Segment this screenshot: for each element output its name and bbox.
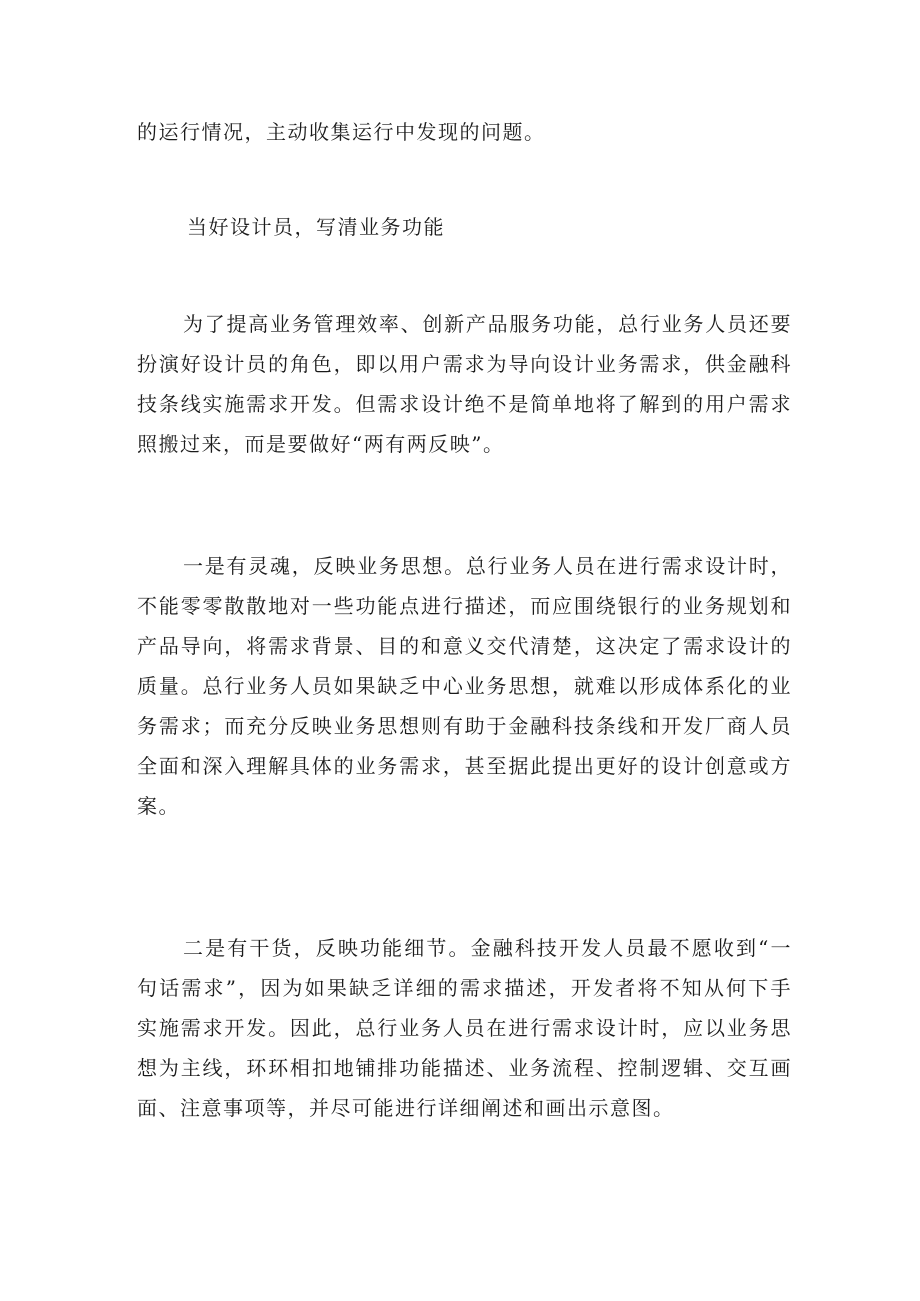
business-thought-paragraph: 一是有灵魂，反映业务思想。总行业务人员在进行需求设计时，不能零零散散地对一些功能点进行描述，而应围绕银行的业务规划和产品导向，将需求背景、目的和意义交代清楚，这决定了需求设计的质量。总行业务人员如果缺乏中心业务思想，就难以形成体系化的业务需求；而充分反映业务思想则有助于金融科技条线和开发厂商人员全面和深入理解具体的业务需求，甚至据此提出更好的设计创意或方案。 <box>137 554 792 818</box>
intro-paragraph: 为了提高业务管理效率、创新产品服务功能，总行业务人员还要扮演好设计员的角色，即以用户需求为导向设计业务需求，供金融科技条线实施需求开发。但需求设计绝不是简单地将了解到的用户需求照搬过来，而是要做好“两有两反映”。 <box>137 312 792 456</box>
section-heading: 当好设计员，写清业务功能 <box>187 215 445 239</box>
function-detail-paragraph: 二是有干货，反映功能细节。金融科技开发人员最不愿收到“一句话需求”，因为如果缺乏详细的需求描述，开发者将不知从何下手实施需求开发。因此，总行业务人员在进行需求设计时，应以业务思想为主线，环环相扣地铺排功能描述、业务流程、控制逻辑、交互画面、注意事项等，并尽可能进行详细阐述和画出示意图。 <box>137 936 792 1120</box>
continuation-paragraph: 的运行情况，主动收集运行中发现的问题。 <box>137 120 546 144</box>
